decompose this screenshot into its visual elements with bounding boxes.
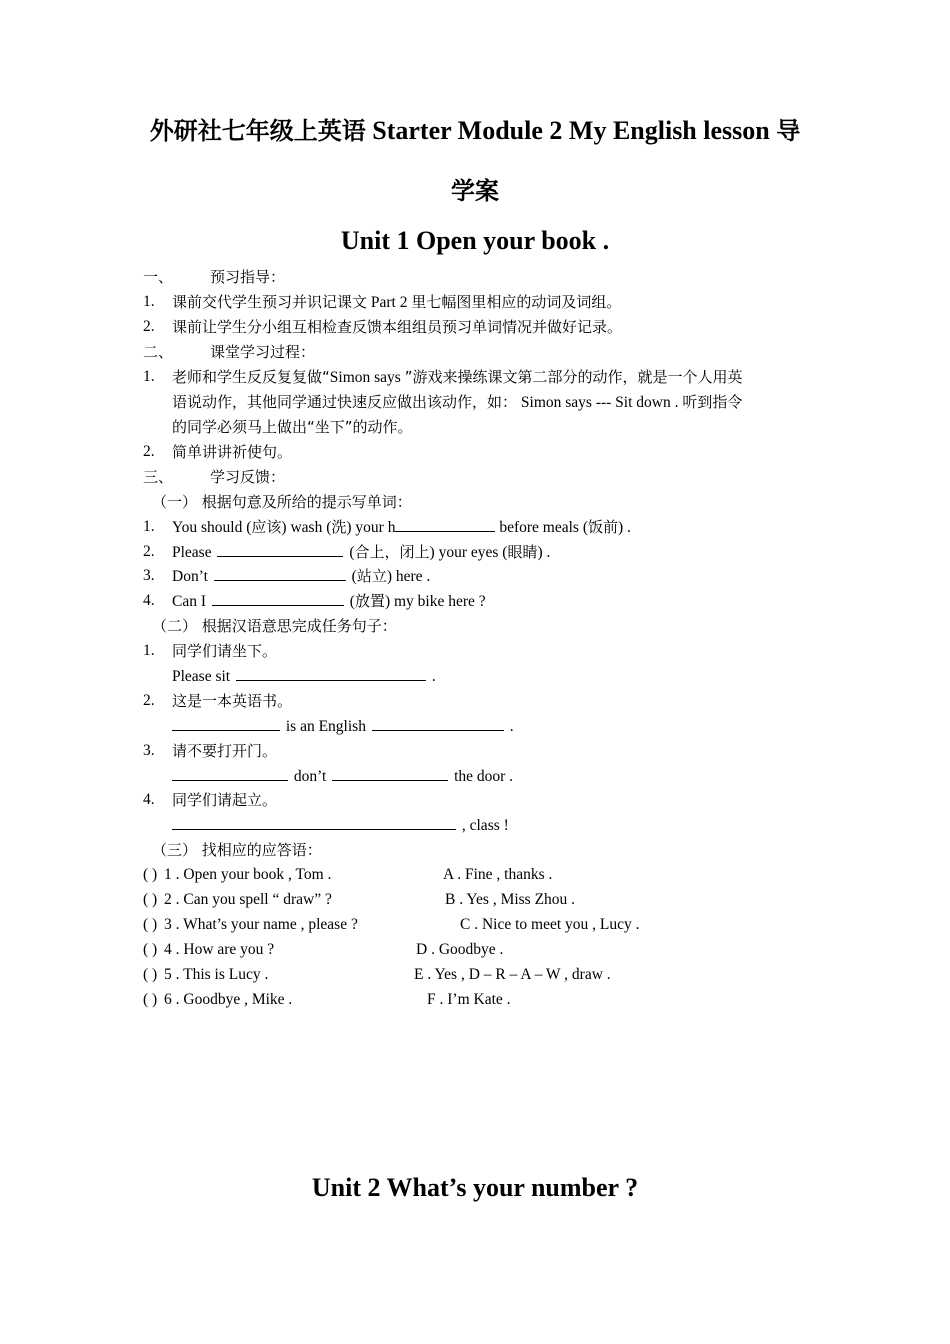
answer-blank[interactable] bbox=[172, 766, 288, 781]
item-cn-text: 这是一本英语书。 bbox=[172, 692, 293, 710]
answer-blank[interactable] bbox=[217, 542, 343, 557]
item-text: ”游戏来操练课文第二部分的动作，就是一个人用英 bbox=[404, 368, 743, 386]
match-question: 2 . Can you spell “ draw” ? bbox=[164, 891, 332, 908]
item-number: 3. bbox=[143, 742, 155, 759]
item-text: 课前让学生分小组互相检查反馈本组组员预习单词情况并做好记录。 bbox=[172, 318, 623, 336]
unit1-title: Unit 1 Open your book . bbox=[340, 226, 610, 255]
unit2-title: Unit 2 What’s your number ? bbox=[311, 1173, 639, 1202]
answer-paren[interactable]: ( ) bbox=[143, 991, 158, 1008]
match-question: 6 . Goodbye , Mike . bbox=[164, 991, 293, 1008]
item-text: ) my bike here ? bbox=[384, 593, 486, 610]
item-number: 4. bbox=[143, 592, 155, 609]
item-cn-text: 请不要打开门。 bbox=[172, 742, 278, 760]
match-answer: C . Nice to meet you , Lucy . bbox=[460, 916, 640, 933]
answer-blank[interactable] bbox=[172, 716, 280, 731]
item-number: 2. bbox=[143, 692, 155, 709]
section3-label: 学习反馈： bbox=[210, 468, 286, 486]
match-question: 4 . How are you ? bbox=[164, 941, 275, 958]
item-text: ) here . bbox=[386, 568, 431, 585]
item-number: 1. bbox=[143, 368, 155, 385]
item-text: Please sit bbox=[172, 668, 234, 685]
item-text: . bbox=[428, 668, 436, 685]
item-text: Don’t bbox=[172, 568, 212, 585]
item-hint: 站立 bbox=[356, 567, 387, 585]
item-text: is an English bbox=[282, 718, 370, 735]
section2-mark: 二、 bbox=[143, 343, 174, 361]
answer-paren[interactable]: ( ) bbox=[143, 891, 158, 908]
answer-paren[interactable]: ( ) bbox=[143, 966, 158, 983]
section1-mark: 一、 bbox=[143, 268, 174, 286]
section1-label: 预习指导： bbox=[210, 268, 286, 286]
section3-mark: 三、 bbox=[143, 468, 174, 486]
title-cn-part: 外研社七年级上英语 bbox=[149, 117, 366, 145]
item-hint: 眼睛 bbox=[507, 543, 538, 561]
answer-paren[interactable]: ( ) bbox=[143, 916, 158, 933]
item-text: Can I bbox=[172, 593, 210, 610]
item-text: , class ! bbox=[458, 817, 509, 834]
item-number: 4. bbox=[143, 791, 155, 808]
match-answer: E . Yes , D – R – A – W , draw . bbox=[414, 966, 611, 983]
item-text: before meals ( bbox=[495, 519, 588, 536]
item-text: Part 2 bbox=[367, 294, 412, 311]
answer-paren[interactable]: ( ) bbox=[143, 866, 158, 883]
title-en-part: Starter Module 2 My English lesson bbox=[365, 116, 777, 145]
match-question: 3 . What’s your name , please ? bbox=[164, 916, 358, 933]
answer-blank[interactable] bbox=[236, 666, 426, 681]
item-text: 老师和学生反反复复做“ bbox=[172, 368, 330, 386]
document-title-line1 bbox=[0, 116, 950, 146]
item-text: You should ( bbox=[172, 519, 252, 536]
item-cn-text: 同学们请坐下。 bbox=[172, 642, 278, 660]
item-hint: 饭前 bbox=[587, 518, 618, 536]
document-title-line2 bbox=[0, 176, 950, 206]
item-text: 的同学必须马上做出“坐下”的动作。 bbox=[172, 418, 413, 436]
part2-heading-text: （二） 根据汉语意思完成任务句子： bbox=[152, 617, 397, 635]
item-hint: 放置 bbox=[354, 592, 385, 610]
item-hint: 洗 bbox=[331, 518, 347, 536]
title-cn-end: 导 bbox=[776, 117, 801, 145]
item-text: 简单讲讲祈使句。 bbox=[172, 443, 293, 461]
match-question: 5 . This is Lucy . bbox=[164, 966, 269, 983]
answer-blank[interactable] bbox=[332, 766, 448, 781]
answer-blank[interactable] bbox=[395, 517, 495, 532]
part3-heading-text: （三） 找相应的应答语： bbox=[152, 841, 322, 859]
match-answer: F . I’m Kate . bbox=[427, 991, 511, 1008]
item-text: ( bbox=[345, 544, 355, 561]
item-text: Simon says bbox=[329, 369, 405, 386]
item-number: 1. bbox=[143, 642, 155, 659]
item-cn-text: 同学们请起立。 bbox=[172, 791, 278, 809]
item-text: ) wash ( bbox=[281, 519, 332, 536]
answer-blank[interactable] bbox=[212, 591, 344, 606]
item-text: 语说动作，其他同学通过快速反应做出该动作，如： bbox=[172, 393, 518, 411]
match-answer: B . Yes , Miss Zhou . bbox=[445, 891, 576, 908]
section2-label: 课堂学习过程： bbox=[210, 343, 316, 361]
answer-blank[interactable] bbox=[214, 566, 346, 581]
item-text: 课前交代学生预习并识记课文 bbox=[172, 293, 368, 311]
answer-paren[interactable]: ( ) bbox=[143, 941, 158, 958]
item-text: ( bbox=[347, 568, 357, 585]
match-question: 1 . Open your book , Tom . bbox=[164, 866, 332, 883]
answer-blank[interactable] bbox=[372, 716, 504, 731]
item-hint: 应该 bbox=[251, 518, 282, 536]
item-text: ) . bbox=[537, 544, 551, 561]
item-number: 1. bbox=[143, 518, 155, 535]
item-number: 2. bbox=[143, 318, 155, 335]
item-text: Please bbox=[172, 544, 216, 561]
item-text: . bbox=[505, 718, 514, 735]
match-answer: D . Goodbye . bbox=[416, 941, 504, 958]
item-text: ( bbox=[345, 593, 355, 610]
item-hint: 合上，闭上 bbox=[354, 543, 430, 561]
item-number: 3. bbox=[143, 567, 155, 584]
item-number: 2. bbox=[143, 543, 155, 560]
answer-blank[interactable] bbox=[172, 815, 456, 830]
item-text: ) . bbox=[618, 519, 631, 536]
title-line2-text: 学案 bbox=[451, 177, 499, 205]
item-text: 听到指令 bbox=[682, 393, 743, 411]
item-text: Simon says --- Sit down . bbox=[517, 394, 683, 411]
item-text: don’t bbox=[290, 768, 331, 785]
item-number: 2. bbox=[143, 443, 155, 460]
item-text: 里七幅图里相应的动词及词组。 bbox=[411, 293, 622, 311]
item-text: ) your h bbox=[346, 519, 396, 536]
item-text: the door . bbox=[450, 768, 514, 785]
item-text: ) your eyes ( bbox=[429, 544, 508, 561]
part1-heading-text: （一） 根据句意及所给的提示写单词： bbox=[152, 493, 412, 511]
item-number: 1. bbox=[143, 293, 155, 310]
match-answer: A . Fine , thanks . bbox=[443, 866, 553, 883]
